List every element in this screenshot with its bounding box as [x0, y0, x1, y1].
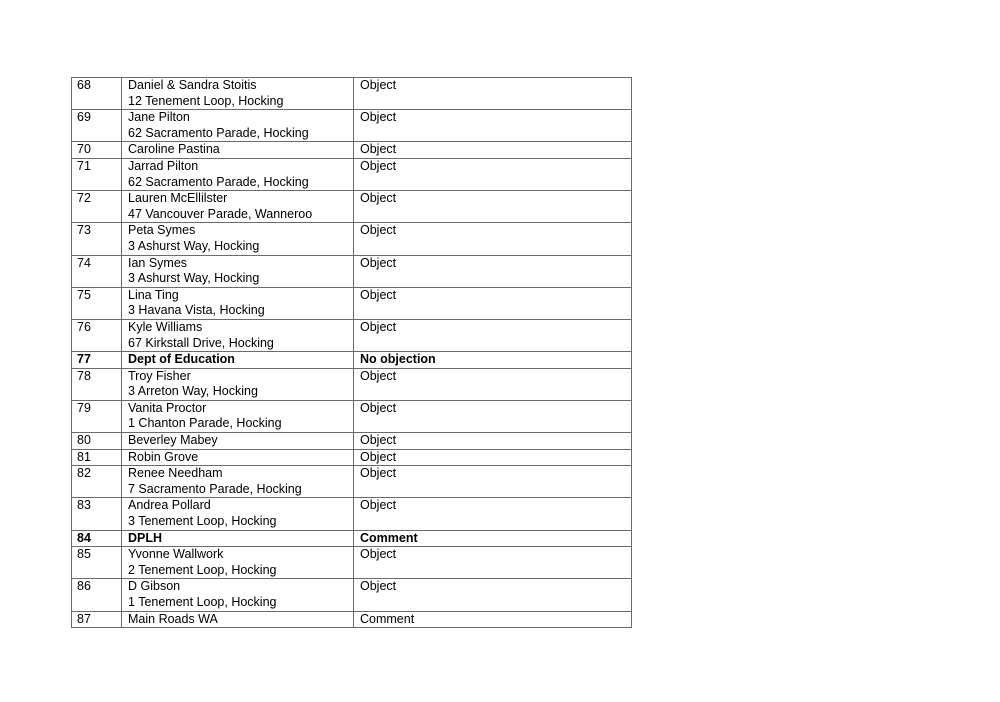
table-row — [72, 142, 632, 159]
submitter-address: 67 Kirkstall Drive, Hocking — [128, 335, 274, 350]
submitter-name: Renee Needham — [128, 466, 223, 481]
submission-response: Object — [354, 158, 632, 190]
table-row — [72, 352, 632, 369]
submission-number: 73 — [72, 223, 122, 255]
submitter-name: Vanita Proctor — [128, 400, 207, 415]
submitter-name: Jane Pilton — [128, 110, 190, 125]
submitter-name: Daniel & Sandra Stoitis — [128, 78, 257, 92]
submission-response: Object — [354, 498, 632, 530]
submitter-cell — [122, 287, 354, 319]
submitter-address: 47 Vancouver Parade, Wanneroo — [128, 206, 313, 221]
submission-number: 78 — [72, 368, 122, 400]
submissions-table — [71, 77, 632, 628]
submissions-table-body — [72, 78, 632, 628]
submitter-address: 3 Ashurst Way, Hocking — [128, 238, 260, 253]
submitter-cell — [122, 466, 354, 498]
submission-response: Comment — [354, 611, 632, 628]
submitter-cell — [122, 110, 354, 142]
submission-number: 70 — [72, 142, 122, 159]
submitter-name: Peta Symes — [128, 223, 196, 238]
submission-number: 69 — [72, 110, 122, 142]
submission-response: Comment — [354, 530, 632, 547]
submission-response: Object — [354, 319, 632, 351]
submitter-address: 2 Tenement Loop, Hocking — [128, 562, 277, 577]
submission-number: 86 — [72, 579, 122, 611]
submission-number: 82 — [72, 466, 122, 498]
table-row — [72, 368, 632, 400]
submission-number: 75 — [72, 287, 122, 319]
submitter-cell — [122, 255, 354, 287]
submitter-name: D Gibson — [128, 579, 181, 594]
submitter-cell — [122, 223, 354, 255]
table-row — [72, 110, 632, 142]
table-row — [72, 223, 632, 255]
table-row — [72, 287, 632, 319]
submission-response: Object — [354, 466, 632, 498]
submission-response: Object — [354, 368, 632, 400]
table-row — [72, 255, 632, 287]
submitter-cell — [122, 191, 354, 223]
submitter-address: 62 Sacramento Parade, Hocking — [128, 174, 309, 189]
submitter-name: Main Roads WA — [128, 611, 218, 626]
submitter-name: Dept of Education — [128, 352, 235, 367]
submission-number: 68 — [72, 78, 122, 110]
submitter-name: Jarrad Pilton — [128, 158, 199, 173]
submitter-cell — [122, 579, 354, 611]
submission-response: Object — [354, 255, 632, 287]
submission-number: 84 — [72, 530, 122, 547]
submission-response: Object — [354, 433, 632, 450]
submission-number: 74 — [72, 255, 122, 287]
submitter-cell — [122, 78, 354, 110]
submitter-name: Troy Fisher — [128, 368, 191, 383]
submission-number: 79 — [72, 400, 122, 432]
submitter-name: Beverley Mabey — [128, 433, 218, 448]
table-row — [72, 158, 632, 190]
table-row — [72, 78, 632, 110]
submitter-name: Yvonne Wallwork — [128, 547, 224, 562]
table-row — [72, 319, 632, 351]
submitter-address: 7 Sacramento Parade, Hocking — [128, 481, 302, 496]
submission-response: Object — [354, 400, 632, 432]
submitter-cell — [122, 611, 354, 628]
submitter-name: Andrea Pollard — [128, 498, 211, 513]
submitter-address: 62 Sacramento Parade, Hocking — [128, 125, 309, 140]
submission-number: 83 — [72, 498, 122, 530]
submitter-address: 1 Chanton Parade, Hocking — [128, 416, 282, 431]
submission-number: 87 — [72, 611, 122, 628]
submitter-cell — [122, 498, 354, 530]
submitter-name: Robin Grove — [128, 449, 199, 464]
submitter-address: 12 Tenement Loop, Hocking — [128, 93, 284, 108]
submission-response: Object — [354, 449, 632, 466]
submission-response: Object — [354, 78, 632, 110]
submission-response: Object — [354, 110, 632, 142]
table-row — [72, 611, 632, 628]
submission-number: 85 — [72, 547, 122, 579]
submitter-cell — [122, 547, 354, 579]
submission-number: 76 — [72, 319, 122, 351]
submitter-cell — [122, 433, 354, 450]
table-row — [72, 466, 632, 498]
submitter-name: Caroline Pastina — [128, 142, 220, 157]
submission-response: Object — [354, 142, 632, 159]
submitter-cell — [122, 319, 354, 351]
submitter-cell — [122, 449, 354, 466]
submission-response: Object — [354, 287, 632, 319]
table-row — [72, 400, 632, 432]
submitter-name: Ian Symes — [128, 255, 188, 270]
submitter-name: Lauren McEllilster — [128, 191, 228, 206]
submission-response: No objection — [354, 352, 632, 369]
submitter-name: DPLH — [128, 530, 163, 545]
submitter-cell — [122, 368, 354, 400]
submitter-cell — [122, 352, 354, 369]
submission-number: 81 — [72, 449, 122, 466]
submission-number: 80 — [72, 433, 122, 450]
submission-number: 71 — [72, 158, 122, 190]
submitter-cell — [122, 142, 354, 159]
submitter-address: 3 Arreton Way, Hocking — [128, 384, 258, 399]
submitter-name: Lina Ting — [128, 287, 179, 302]
submitter-address: 1 Tenement Loop, Hocking — [128, 595, 277, 609]
submission-response: Object — [354, 223, 632, 255]
submitter-address: 3 Havana Vista, Hocking — [128, 303, 265, 318]
submitter-name: Kyle Williams — [128, 319, 203, 334]
table-row — [72, 191, 632, 223]
table-row — [72, 449, 632, 466]
submission-number: 77 — [72, 352, 122, 369]
submitter-cell — [122, 400, 354, 432]
submitter-address: 3 Ashurst Way, Hocking — [128, 271, 260, 286]
submission-response: Object — [354, 191, 632, 223]
submission-number: 72 — [72, 191, 122, 223]
table-row — [72, 547, 632, 579]
table-row — [72, 579, 632, 611]
submission-response: Object — [354, 579, 632, 611]
submission-response: Object — [354, 547, 632, 579]
submitter-cell — [122, 530, 354, 547]
submitter-cell — [122, 158, 354, 190]
table-row — [72, 498, 632, 530]
table-row — [72, 530, 632, 547]
table-row — [72, 433, 632, 450]
submitter-address: 3 Tenement Loop, Hocking — [128, 514, 277, 529]
